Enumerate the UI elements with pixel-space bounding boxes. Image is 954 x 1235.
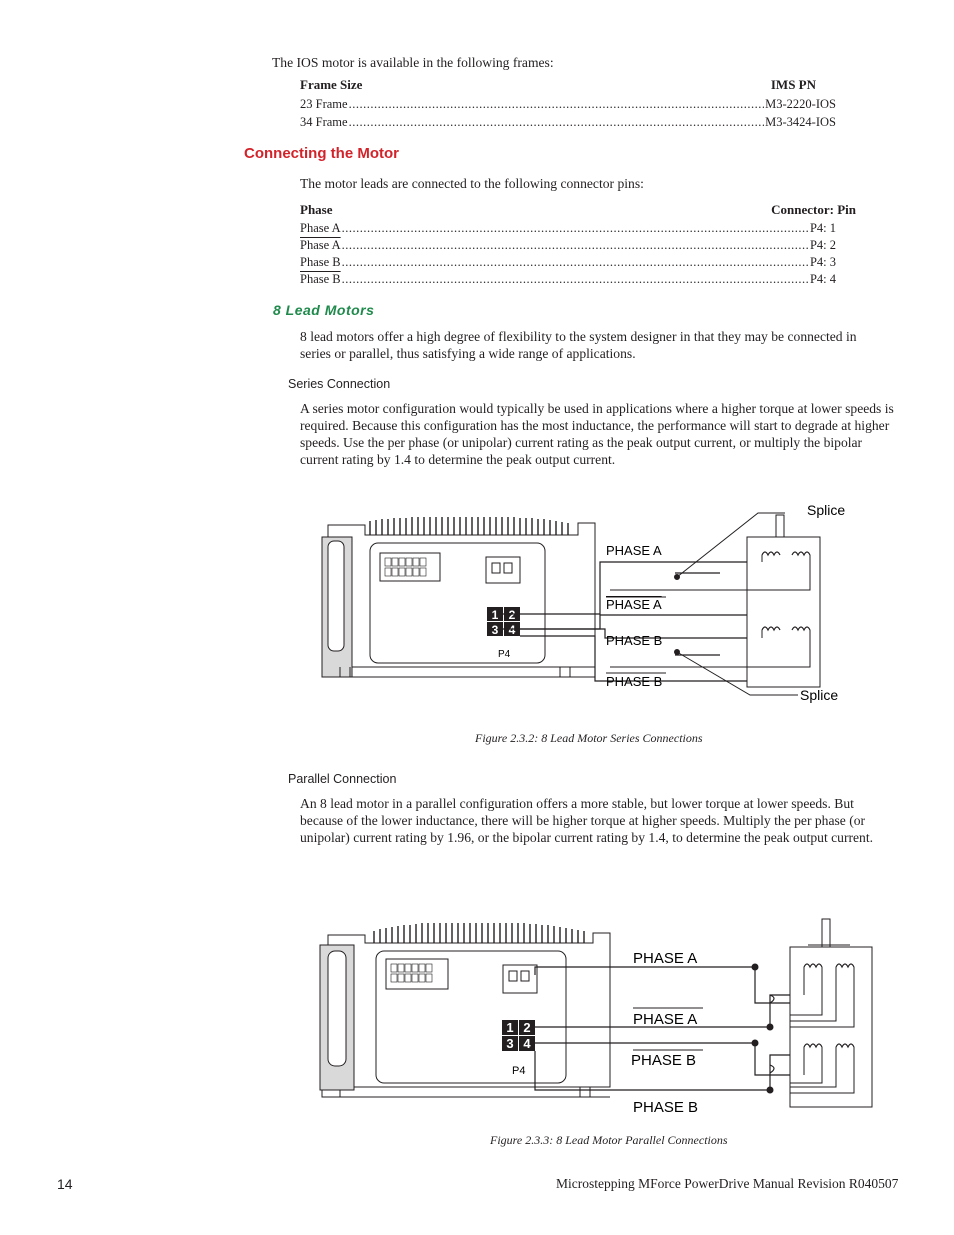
frame-row: [300, 97, 836, 112]
connector-label: P4: [498, 649, 511, 660]
phase-pin: P4: 1: [809, 221, 836, 235]
phase-label: PHASE A: [633, 950, 698, 967]
frame-pn: M3-3424-IOS: [765, 115, 836, 129]
motor: [790, 919, 872, 1107]
pin-label: 2: [523, 1020, 531, 1035]
phase-label: PHASE B: [631, 1052, 697, 1069]
pin-label: 4: [508, 623, 516, 637]
pin-label: 2: [508, 608, 516, 622]
frame-row: [300, 115, 836, 130]
frames-table: [300, 77, 836, 130]
pin-table: [300, 202, 856, 287]
connector-pin-header: Connector: Pin: [771, 202, 856, 217]
pin-row: [300, 238, 836, 253]
pin-row: [300, 255, 836, 270]
phase-label: PHASE A: [606, 597, 662, 612]
section-title-connecting: Connecting the Motor: [244, 145, 399, 162]
subsection-title-8-lead: 8 Lead Motors: [273, 302, 375, 318]
pin-label: 1: [491, 608, 499, 622]
parallel-text: An 8 lead motor in a parallel configuration offers a more stable, but lower torque at lower speeds. But because of the lower inductance, there will be higher torque at higher speeds. Multiply the per phase (or unipolar) current rating by 1.96, or the bipolar current rating by 1.4, to determine the peak output current.: [300, 796, 874, 845]
eight-lead-text: 8 lead motors offer a high degree of flexibility to the system designer in that they may be connected in series or parallel, thus satisfying a wide range of applications.: [300, 329, 857, 361]
frame-size: 34 Frame: [300, 115, 348, 129]
frame-size: 23 Frame: [300, 97, 348, 111]
series-diagram: [310, 495, 870, 715]
phase-header: Phase: [300, 202, 333, 217]
phase-name: Phase B: [300, 255, 341, 269]
phase-label: PHASE A: [633, 1011, 698, 1028]
frame-pn: M3-2220-IOS: [765, 97, 836, 111]
parallel-connection-title: Parallel Connection: [288, 772, 397, 786]
pin-label: 4: [523, 1036, 531, 1051]
driver-unit: [320, 933, 610, 1097]
parallel-diagram: [310, 915, 880, 1125]
series-connection-title: Series Connection: [288, 377, 391, 391]
phase-name: Phase A: [300, 221, 341, 235]
pin-row: [300, 272, 836, 287]
phase-pin: P4: 3: [809, 255, 836, 269]
intro-text: The IOS motor is available in the following frames:: [272, 55, 554, 70]
pin-label: 1: [506, 1020, 514, 1035]
pin-label: 3: [491, 623, 499, 637]
phase-name: Phase B: [300, 272, 341, 286]
driver-unit: [322, 523, 595, 677]
connector-label: P4: [512, 1065, 526, 1077]
phase-label: PHASE B: [606, 674, 663, 689]
parallel-figure-caption: Figure 2.3.3: 8 Lead Motor Parallel Connections: [490, 1133, 728, 1147]
splice-label-bottom: Splice: [800, 687, 839, 703]
pin-label: 3: [506, 1036, 514, 1051]
footer-manual-title: Microstepping MForce PowerDrive Manual Revision R040507: [556, 1176, 899, 1191]
phase-pin: P4: 2: [809, 238, 836, 252]
connecting-text: The motor leads are connected to the following connector pins:: [300, 176, 644, 191]
phase-name: Phase A: [300, 238, 341, 252]
pin-row: [300, 221, 836, 236]
ims-pn-header: IMS PN: [770, 77, 816, 92]
frame-size-header: Frame Size: [300, 77, 363, 92]
phase-label: PHASE B: [606, 633, 663, 648]
page-number: 14: [57, 1176, 73, 1192]
splice-label-top: Splice: [807, 502, 846, 518]
series-text: A series motor configuration would typically be used in applications where a higher torque at lower speeds is required. Because this configuration has the most inductance, the performance will start to degrade at higher speeds. Use the per phase (or unipolar) current rating as the peak output current, or multiply the bipolar current rating by 1.4 to determine the peak output current.: [300, 401, 894, 467]
heatsink-fins: [370, 517, 568, 535]
phase-label: PHASE A: [606, 543, 662, 558]
heatsink-fins: [374, 923, 584, 943]
phase-pin: P4: 4: [809, 272, 836, 286]
phase-label: PHASE B: [633, 1099, 699, 1116]
series-figure-caption: Figure 2.3.2: 8 Lead Motor Series Connections: [475, 731, 703, 745]
